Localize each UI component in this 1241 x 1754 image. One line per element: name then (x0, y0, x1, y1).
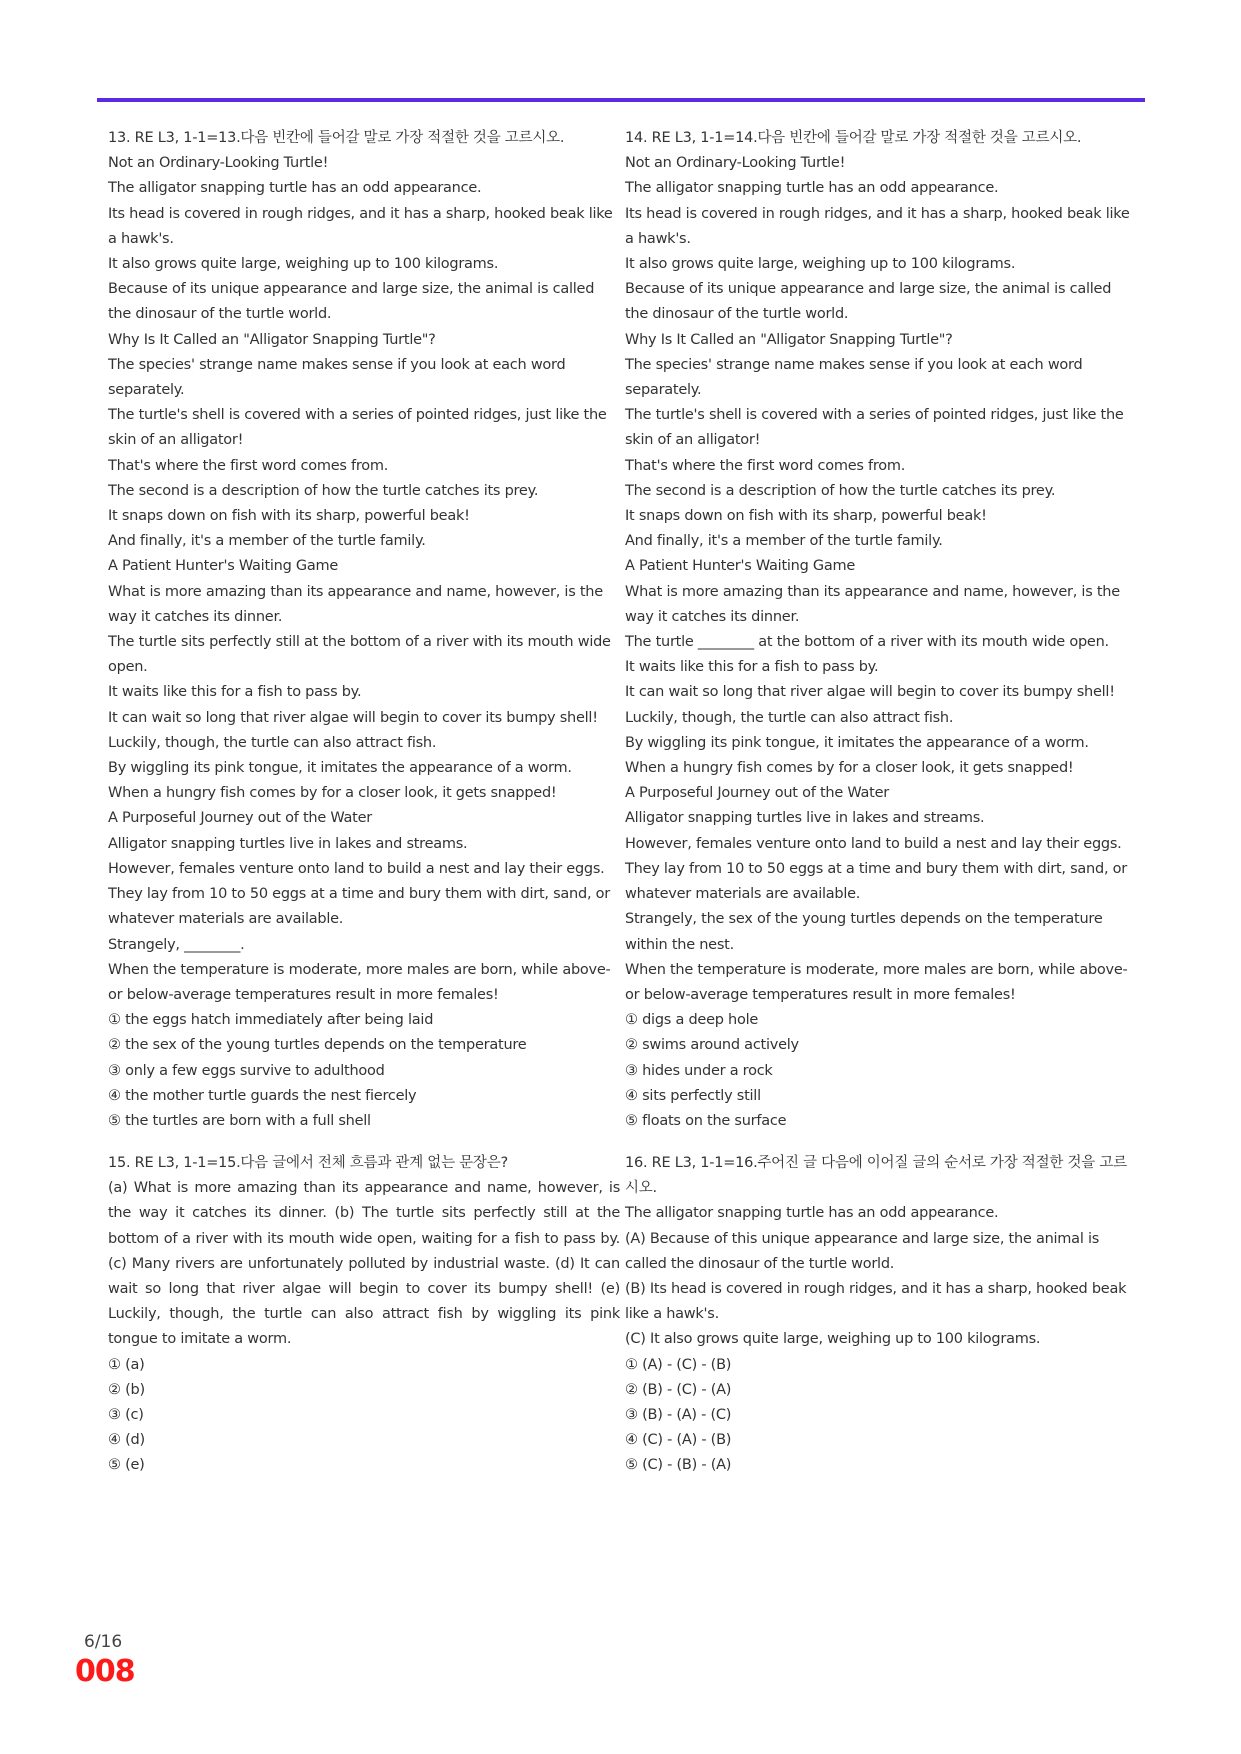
answer-option[interactable]: ③ (B) - (A) - (C) (625, 1407, 732, 1424)
passage-line: It can wait so long that river algae will begin to cover its bumpy shell! (108, 709, 598, 726)
passage-line: What is more amazing than its appearance and name, however, is the way it catches its dinner. (108, 583, 603, 625)
passage-line: Luckily, though, the turtle can also attract fish. (625, 709, 954, 726)
passage-line: Not an Ordinary-Looking Turtle! (108, 155, 329, 172)
passage-line: A Patient Hunter's Waiting Game (625, 558, 856, 575)
passage-line: The turtle's shell is covered with a series of pointed ridges, just like the skin of an alligator! (108, 407, 607, 449)
answer-option[interactable]: ⑤ the turtles are born with a full shell (108, 1112, 371, 1129)
answer-option[interactable]: ① digs a deep hole (625, 1012, 759, 1029)
answer-option[interactable]: ④ (d) (108, 1432, 145, 1449)
passage-line: Alligator snapping turtles live in lakes and streams. (625, 810, 985, 827)
passage-line: When a hungry fish comes by for a closer look, it gets snapped! (625, 760, 1074, 777)
passage-line: By wiggling its pink tongue, it imitates the appearance of a worm. (625, 734, 1089, 751)
passage-line: The second is a description of how the turtle catches its prey. (625, 482, 1056, 499)
passage-line: Why Is It Called an "Alligator Snapping Turtle"? (625, 331, 953, 348)
question-16 (625, 1151, 1137, 1479)
passage-line: The alligator snapping turtle has an odd appearance. (625, 1205, 999, 1222)
answer-option[interactable]: ③ (c) (108, 1407, 144, 1424)
answer-option[interactable]: ② the sex of the young turtles depends on the temperature (108, 1037, 527, 1054)
answer-option[interactable]: ⑤ (e) (108, 1457, 145, 1474)
passage-line: A Patient Hunter's Waiting Game (108, 558, 339, 575)
answer-option[interactable]: ② swims around actively (625, 1037, 799, 1054)
page-number: 6/16 (84, 1632, 123, 1652)
passage-line: That's where the first word comes from. (625, 457, 906, 474)
passage-line: They lay from 10 to 50 eggs at a time and bury them with dirt, sand, or whatever materials are available. (625, 860, 1128, 903)
answer-option[interactable]: ⑤ (C) - (B) - (A) (625, 1457, 732, 1474)
passage-line: Alligator snapping turtles live in lakes and streams. (108, 835, 468, 852)
question-header: 16. RE L3, 1-1=16.주어진 글 다음에 이어질 글의 순서로 가장 적절한 것을 고르시오. (625, 1155, 1127, 1197)
passage-line: It snaps down on fish with its sharp, powerful beak! (625, 508, 987, 525)
passage-line: Luckily, though, the turtle can also attract fish. (108, 734, 437, 751)
passage-line: The second is a description of how the turtle catches its prey. (108, 482, 539, 499)
answer-option[interactable]: ① (a) (108, 1356, 145, 1373)
passage-line: Not an Ordinary-Looking Turtle! (625, 155, 846, 172)
question-15 (108, 1151, 620, 1479)
answer-option[interactable]: ④ sits perfectly still (625, 1087, 761, 1104)
answer-option[interactable]: ① (A) - (C) - (B) (625, 1356, 732, 1373)
passage-line: Strangely, the sex of the young turtles depends on the temperature within the nest. (625, 911, 1103, 953)
passage-line: Because of its unique appearance and large size, the animal is called the dinosaur of the turtle world. (108, 281, 595, 323)
question-13 (108, 126, 620, 1134)
top-divider (97, 98, 1145, 102)
passage-line: The species' strange name makes sense if you look at each word separately. (108, 356, 566, 399)
passage-line: When the temperature is moderate, more males are born, while above- or below-average temperatures result in more females! (625, 961, 1128, 1003)
passage-line: The alligator snapping turtle has an odd appearance. (625, 180, 999, 197)
passage-line: And finally, it's a member of the turtle family. (108, 533, 426, 550)
answer-option[interactable]: ④ (C) - (A) - (B) (625, 1432, 732, 1449)
passage-line: The turtle sits perfectly still at the bottom of a river with its mouth wide open. (108, 634, 611, 676)
answer-option[interactable]: ① the eggs hatch immediately after being laid (108, 1012, 434, 1029)
passage-line: They lay from 10 to 50 eggs at a time and bury them with dirt, sand, or whatever materials are available. (108, 886, 611, 928)
answer-option[interactable]: ⑤ floats on the surface (625, 1112, 787, 1129)
passage-line: Its head is covered in rough ridges, and it has a sharp, hooked beak like a hawk's. (625, 205, 1130, 247)
answer-option[interactable]: ② (b) (108, 1381, 145, 1398)
passage-line: That's where the first word comes from. (108, 457, 389, 474)
answer-option[interactable]: ③ only a few eggs survive to adulthood (108, 1062, 385, 1079)
passage-line: It also grows quite large, weighing up to 100 kilograms. (625, 256, 1016, 273)
answer-option[interactable]: ③ hides under a rock (625, 1062, 773, 1079)
passage-line: The alligator snapping turtle has an odd appearance. (108, 180, 482, 197)
passage-line: When a hungry fish comes by for a closer look, it gets snapped! (108, 785, 557, 802)
answer-option[interactable]: ④ the mother turtle guards the nest fiercely (108, 1087, 417, 1104)
answer-option[interactable]: ② (B) - (C) - (A) (625, 1381, 732, 1398)
passage-line: It also grows quite large, weighing up to 100 kilograms. (108, 256, 499, 273)
passage-line: It can wait so long that river algae will begin to cover its bumpy shell! (625, 684, 1115, 701)
passage-line: By wiggling its pink tongue, it imitates the appearance of a worm. (108, 760, 572, 777)
passage-line: Because of its unique appearance and large size, the animal is called the dinosaur of the turtle world. (625, 281, 1112, 323)
passage-line: Why Is It Called an "Alligator Snapping Turtle"? (108, 331, 436, 348)
passage-line: It waits like this for a fish to pass by. (625, 659, 879, 676)
question-header: 14. RE L3, 1-1=14.다음 빈칸에 들어갈 말로 가장 적절한 것을 고르시오. (625, 130, 1082, 146)
passage-line: However, females venture onto land to build a nest and lay their eggs. (625, 835, 1122, 852)
passage-line: (C) It also grows quite large, weighing up to 100 kilograms. (625, 1331, 1041, 1348)
passage-line: The species' strange name makes sense if you look at each word separately. (625, 356, 1083, 399)
passage-line: And finally, it's a member of the turtle family. (625, 533, 943, 550)
passage-line: Strangely, ________. (108, 936, 245, 953)
question-14 (625, 126, 1137, 1134)
passage-line: The turtle's shell is covered with a series of pointed ridges, just like the skin of an alligator! (625, 407, 1124, 449)
question-header: 15. RE L3, 1-1=15.다음 글에서 전체 흐름과 관계 없는 문장은? (108, 1155, 508, 1171)
passage-line: (A) Because of this unique appearance and large size, the animal is called the dinosaur of the turtle world. (625, 1230, 1100, 1272)
passage-line: A Purposeful Journey out of the Water (625, 785, 889, 802)
passage-line: The turtle ________ at the bottom of a river with its mouth wide open. (625, 634, 1109, 651)
document-code: 008 (75, 1654, 135, 1689)
passage-line: Its head is covered in rough ridges, and it has a sharp, hooked beak like a hawk's. (108, 205, 613, 247)
question-header: 13. RE L3, 1-1=13.다음 빈칸에 들어갈 말로 가장 적절한 것을 고르시오. (108, 130, 565, 146)
passage-line: However, females venture onto land to build a nest and lay their eggs. (108, 860, 605, 877)
passage-line: A Purposeful Journey out of the Water (108, 810, 372, 827)
passage-paragraph: (a) What is more amazing than its appearance and name, however, is the way it catches its dinner. (b) The turtle sits perfectly still at the bottom of a river with its mouth wide open, waiting for a fish to pass by. (c) Many rivers are unfortunately polluted by industrial waste. (d) It can wait so long that river algae will begin to cover its bumpy shell! (e) Luckily, though, the turtle can also attract fish by wiggling its pink tongue to imitate a worm. (108, 1180, 620, 1348)
passage-line: What is more amazing than its appearance and name, however, is the way it catches its dinner. (625, 583, 1120, 625)
passage-line: It waits like this for a fish to pass by. (108, 684, 362, 701)
passage-line: When the temperature is moderate, more males are born, while above- or below-average temperatures result in more females! (108, 961, 611, 1003)
passage-line: (B) Its head is covered in rough ridges, and it has a sharp, hooked beak like a hawk's. (625, 1281, 1127, 1323)
passage-line: It snaps down on fish with its sharp, powerful beak! (108, 508, 470, 525)
